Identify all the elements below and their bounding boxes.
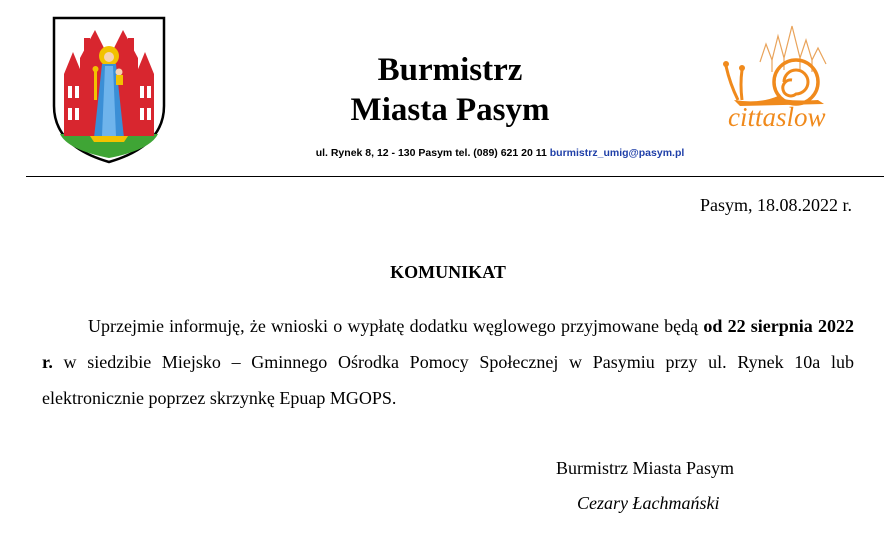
signature-name: Cezary Łachmański xyxy=(577,493,720,513)
title-line-2: Miasta Pasym xyxy=(350,92,550,128)
title-line-1: Burmistrz xyxy=(377,52,523,88)
letter-date: Pasym, 18.08.2022 r. xyxy=(699,195,852,215)
cittaslow-logo-icon xyxy=(720,14,860,134)
body-rest: w siedzibie Miejsko – Gminnego Ośrodka Pomocy Społecznej w Pasymiu przy ul. Rynek 10a lub elektronicznie poprzez skrzynkę Epuap MGOPS. xyxy=(42,352,854,408)
letter-heading: KOMUNIKAT xyxy=(390,262,506,282)
coat-of-arms-icon xyxy=(50,14,168,164)
letter-body xyxy=(42,308,854,416)
header-divider xyxy=(26,176,884,177)
body-intro: Uprzejmie informuję, że wnioski o wypłatę dodatku węglowego przyjmowane będą xyxy=(88,316,704,336)
email-link[interactable]: burmistrz_umig@pasym.pl xyxy=(549,147,685,159)
address: ul. Rynek 8, 12 - 130 Pasym xyxy=(315,147,453,159)
phone: tel. (089) 621 20 11 xyxy=(455,147,547,159)
page-title xyxy=(300,50,600,130)
body-date-bold: od 22 sierpnia 2022 r. xyxy=(42,316,854,372)
signature-title: Burmistrz Miasta Pasym xyxy=(556,458,734,478)
contact-line xyxy=(200,147,800,159)
cittaslow-text: cittaslow xyxy=(728,102,826,132)
